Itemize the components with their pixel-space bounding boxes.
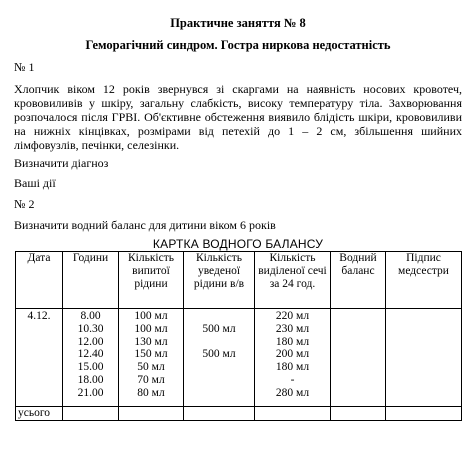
task1-question-diagnosis: Визначити діагноз [14, 156, 109, 170]
header-balance: Водний баланс [331, 252, 386, 309]
hour-value: 8.00 [80, 310, 101, 322]
header-date: Дата [16, 252, 63, 309]
cell-total-signature [386, 407, 462, 421]
iv-value: 500 мл [202, 322, 236, 335]
task2-text: Визначити водний баланс для дитини віком 6 років [14, 218, 276, 232]
table-header-row [16, 252, 462, 309]
cell-total-urine [255, 407, 331, 421]
table-total-row [16, 407, 462, 421]
drunk-value: 100 мл [134, 310, 168, 322]
cell-date: 4.12. [16, 309, 63, 407]
header-urine: Кількість виділеної сечі за 24 год. [255, 252, 331, 309]
urine-value: 230 мл [275, 322, 310, 335]
urine-value: 280 мл [275, 386, 310, 399]
header-hours: Години [63, 252, 119, 309]
table-caption: КАРТКА ВОДНОГО БАЛАНСУ [152, 237, 324, 251]
iv-value [186, 374, 252, 387]
hour-value: 10.30 [77, 322, 104, 335]
drunk-value: 150 мл [134, 348, 168, 361]
urine-value: 180 мл [275, 361, 310, 374]
iv-value [186, 336, 252, 349]
cell-balance [331, 309, 386, 407]
cell-hours [63, 309, 119, 407]
urine-value: 220 мл [275, 310, 310, 322]
task1-question-actions: Ваші дії [14, 176, 56, 190]
cell-total-drunk [119, 407, 184, 421]
iv-value [186, 387, 252, 400]
drunk-value: 70 мл [137, 373, 165, 386]
task2-number: № 2 [14, 197, 35, 211]
page-title: Практичне заняття № 8 [170, 16, 306, 30]
urine-value: - [290, 373, 295, 386]
hour-value: 18.00 [77, 373, 104, 386]
header-signature: Підпис медсестри [386, 252, 462, 309]
cell-iv [184, 309, 255, 407]
drunk-value: 100 мл [134, 322, 168, 335]
hour-value: 15.00 [77, 361, 104, 374]
cell-total-hours [63, 407, 119, 421]
cell-total-label: усього [16, 407, 63, 421]
task1-text: Хлопчик віком 12 років звернувся зі скаргами на наявність носових кровотеч, крововиливів у шкіру, загальну слабкість, високу температуру тіла. Захворювання розпочалося після ГРВІ. Об'єктивне обстеження виявило блідість шкіри, крововиливи на нижніх кінцівках, розмірами від петехій до 1 – 2 см, збільшення шийних лімфовузлів, печінки, селезінки. [14, 82, 462, 152]
header-iv: Кількість уведеної рідини в/в [184, 252, 255, 309]
cell-total-balance [331, 407, 386, 421]
cell-urine [255, 309, 331, 407]
cell-signature [386, 309, 462, 407]
drunk-value: 130 мл [134, 335, 168, 348]
task1-number: № 1 [14, 60, 35, 74]
drunk-value: 50 мл [137, 361, 165, 374]
cell-drunk [119, 309, 184, 407]
urine-value: 200 мл [275, 348, 310, 361]
header-drunk: Кількість випитої рідини [119, 252, 184, 309]
hour-value: 12.00 [77, 335, 104, 348]
iv-value [186, 361, 252, 374]
urine-value: 180 мл [275, 335, 310, 348]
cell-total-iv [184, 407, 255, 421]
page-subtitle: Геморагічний синдром. Гостра ниркова недостатність [85, 38, 391, 52]
drunk-value: 80 мл [137, 386, 165, 399]
table-row [16, 309, 462, 407]
iv-value [186, 310, 252, 323]
hour-value: 12.40 [77, 348, 104, 361]
water-balance-table [15, 251, 462, 421]
iv-value: 500 мл [202, 348, 236, 361]
hour-value: 21.00 [77, 386, 104, 399]
